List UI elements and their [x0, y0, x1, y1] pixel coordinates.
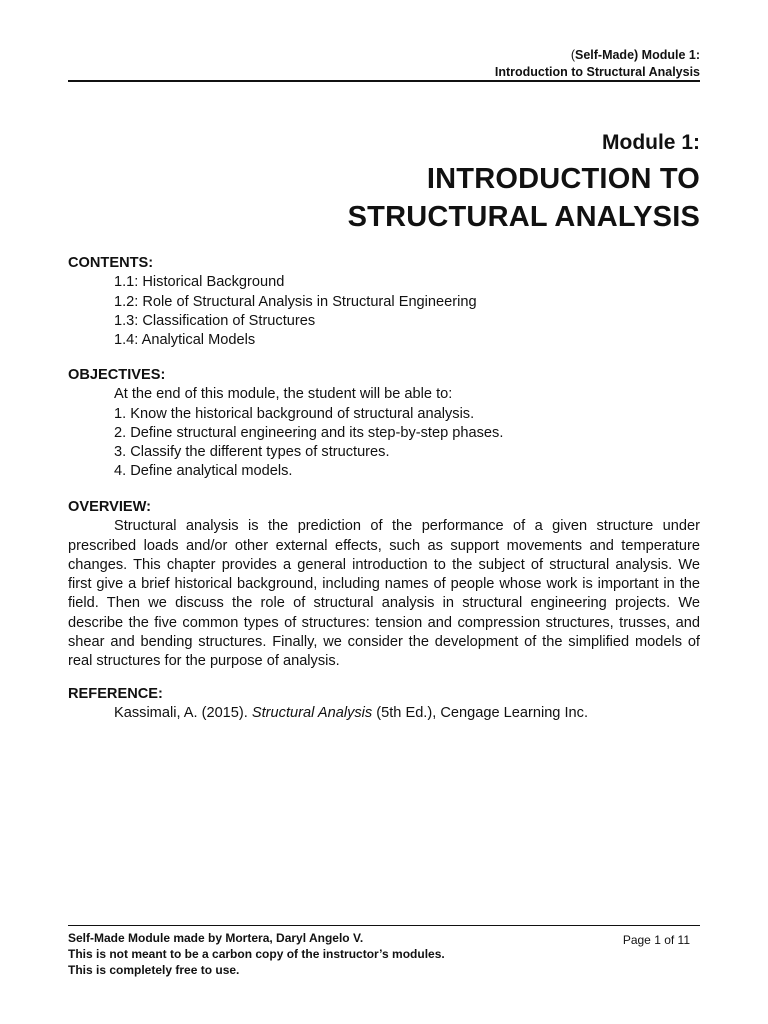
contents-item: 1.2: Role of Structural Analysis in Structural Engineering: [114, 293, 477, 310]
reference-publisher: (5th Ed.), Cengage Learning Inc.: [372, 705, 589, 722]
module-label: Module 1:: [602, 131, 700, 154]
page-number: Page 1 of 11: [622, 933, 690, 947]
contents-item: 1.3: Classification of Structures: [114, 312, 316, 329]
running-header-module: Self-Made) Module 1:: [574, 48, 700, 62]
title-block: [348, 128, 700, 236]
running-header: [495, 47, 700, 81]
running-header-line2: Introduction to Structural Analysis: [494, 65, 700, 79]
contents-heading: CONTENTS:: [68, 255, 154, 271]
reference-citation: [68, 704, 700, 723]
module-title-line1: INTRODUCTION TO: [426, 163, 700, 195]
footer-disclaimer-line: This is not meant to be a carbon copy of the instructor’s modules.: [68, 947, 445, 961]
overview-paragraph: Structural analysis is the prediction of the performance of a given structure under prescribed loads and/or other external effects, such as support movements and temperature changes. This chapter provides a general introduction to the subject of structural analysis. We first give a brief historical background, including names of people whose work is important in the field. Then we discuss the role of structural analysis in structural engineering projects. We describe the five common types of structures: tension and compression structures, trusses, and shear and bending structures. Finally, we consider the development of the simplified models of real structures for the purpose of analysis.: [68, 518, 700, 670]
reference-section: [68, 685, 700, 724]
running-header-paren: (: [570, 48, 575, 62]
footer-notes: [68, 930, 445, 978]
footer-free-line: This is completely free to use.: [68, 963, 240, 977]
module-title-line2: STRUCTURAL ANALYSIS: [347, 201, 700, 233]
contents-section: [68, 254, 700, 350]
overview-heading: OVERVIEW:: [68, 499, 151, 515]
objective-item: 1. Know the historical background of structural analysis.: [114, 405, 475, 422]
footer-author-line: Self-Made Module made by Mortera, Daryl Angelo V.: [68, 931, 364, 945]
contents-item: 1.1: Historical Background: [114, 274, 285, 291]
contents-item: 1.4: Analytical Models: [114, 332, 256, 349]
reference-book-title: Structural Analysis: [251, 705, 373, 722]
header-rule: [68, 80, 700, 82]
reference-author: Kassimali, A. (2015).: [114, 705, 252, 722]
objectives-intro: At the end of this module, the student will be able to:: [114, 386, 453, 403]
objectives-section: [68, 366, 700, 482]
reference-heading: REFERENCE:: [68, 686, 163, 702]
objective-item: 4. Define analytical models.: [114, 463, 293, 480]
footer-rule: [68, 925, 700, 926]
objective-item: 2. Define structural engineering and its step-by-step phases.: [114, 424, 504, 441]
running-header-line1: [495, 47, 700, 64]
objective-item: 3. Classify the different types of structures.: [114, 444, 390, 461]
objectives-heading: OBJECTIVES:: [68, 367, 166, 383]
overview-section: [68, 498, 700, 672]
